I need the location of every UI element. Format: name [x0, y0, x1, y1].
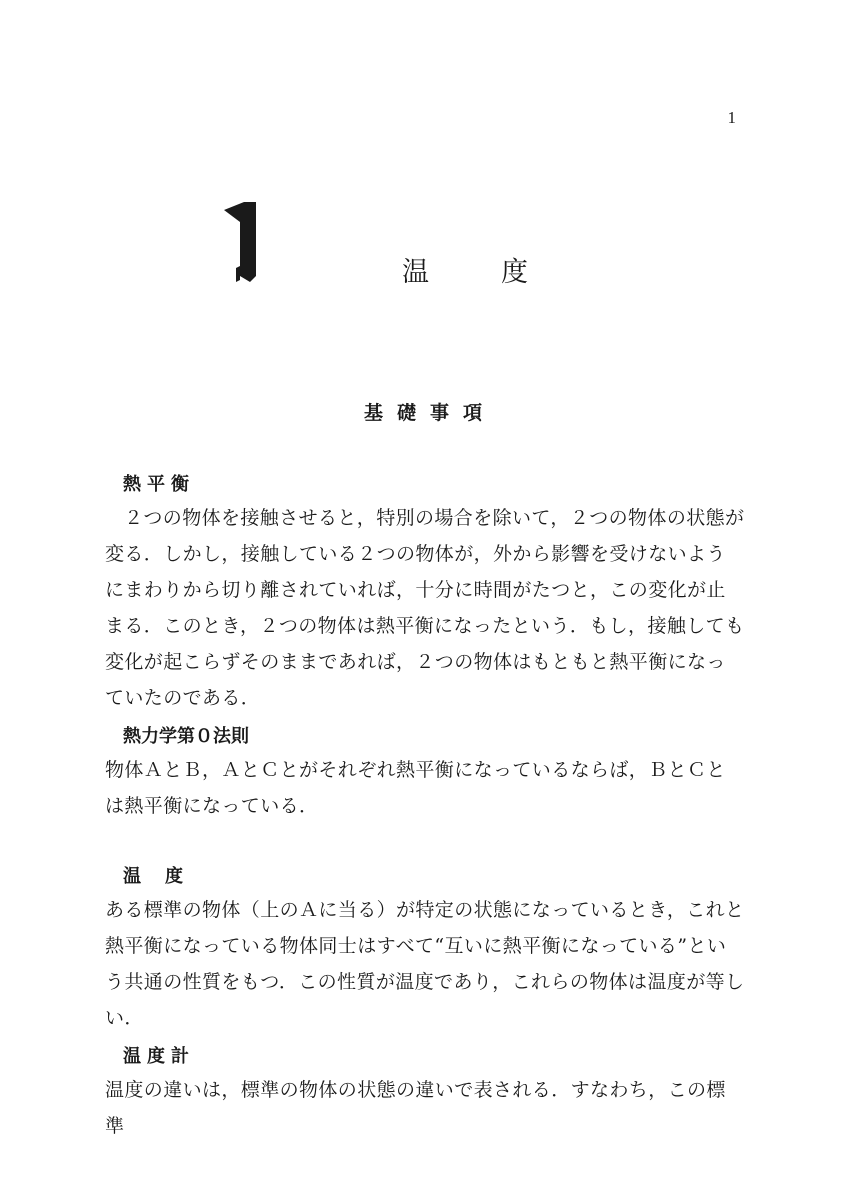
chapter-number-glyph — [210, 196, 270, 286]
subsection-heading-temperature: 温度 — [123, 866, 207, 887]
chapter-title: 温度 — [402, 257, 600, 288]
subsection-heading-thermometer: 温度計 — [123, 1046, 195, 1067]
subsection-heading-thermal-equilibrium: 熱平衡 — [123, 474, 195, 495]
paragraph-temperature: ある標準の物体（上のＡに当る）が特定の状態になっているとき，これと熱平衡になっている物体同士はすべて“互いに熱平衡になっている”という共通の性質をもつ．この性質が温度であり，これらの物体は温度が等しい． — [105, 899, 745, 1029]
section-heading: 基礎事項 — [363, 402, 496, 424]
subsection-heading-zeroth-law: 熱力学第０法則 — [123, 726, 249, 747]
paragraph-zeroth-law: 物体ＡとＢ，ＡとＣとがそれぞれ熱平衡になっているならば，ＢとＣとは熱平衡になっている． — [105, 759, 726, 817]
page-number: 1 — [727, 108, 736, 127]
chapter-number-stroke-stem — [240, 202, 256, 282]
chapter-number-stroke-foot — [236, 266, 240, 282]
paragraph-thermometer: 温度の違いは，標準の物体の状態の違いで表される．すなわち，この標準 — [105, 1079, 726, 1137]
paragraph-thermal-equilibrium: ２つの物体を接触させると，特別の場合を除いて，２つの物体の状態が変る．しかし，接触している２つの物体が，外から影響を受けないようにまわりから切り離されていれば，十分に時間がたつと，この変化が止まる．このとき，２つの物体は熱平衡になったという．もし，接触しても変化が起こらずそのままであれば，２つの物体はもともと熱平衡になっていたのである． — [105, 507, 745, 709]
